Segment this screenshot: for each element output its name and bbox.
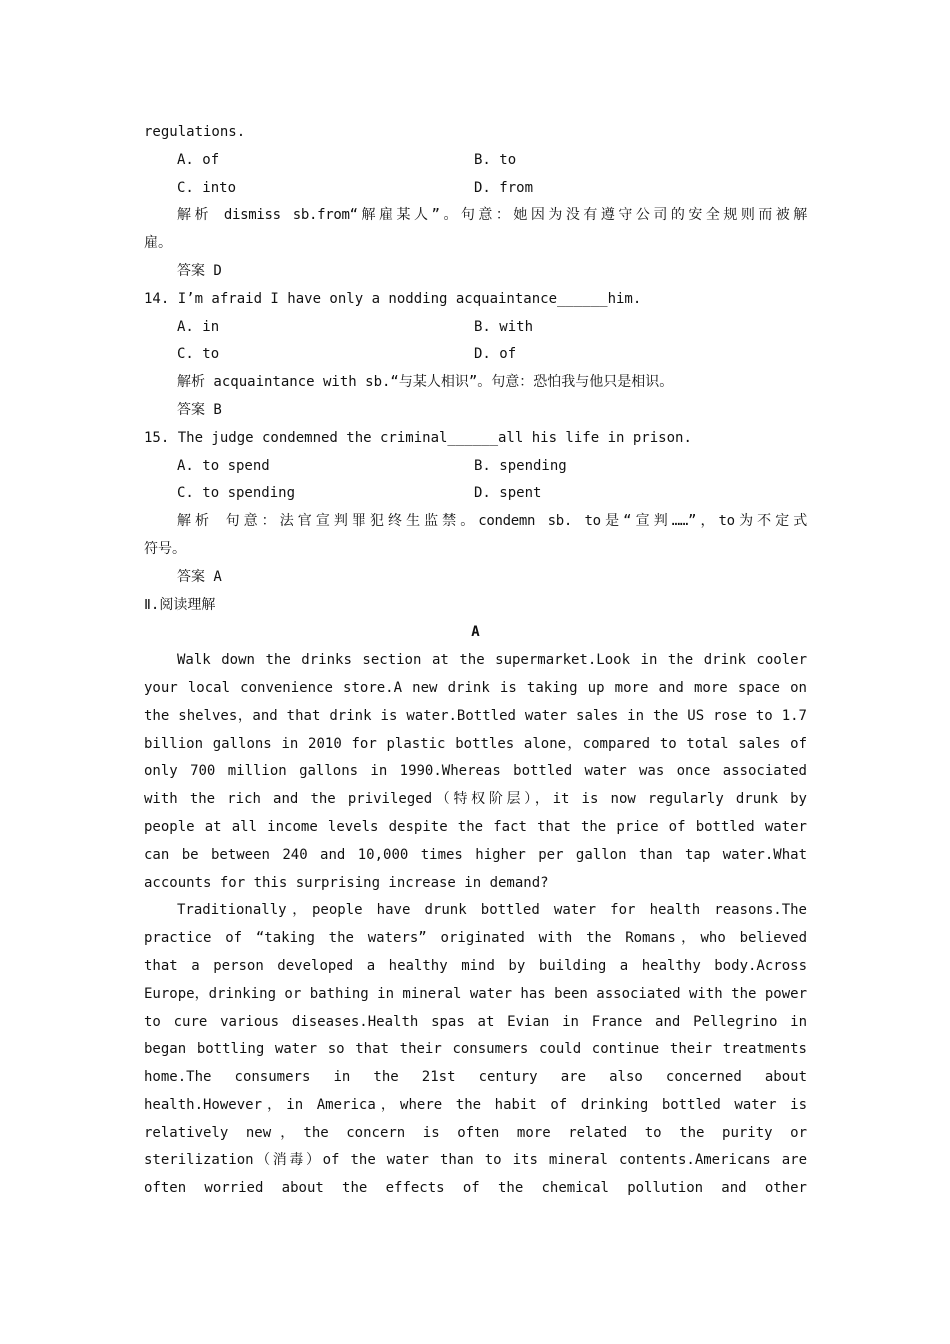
paragraph-line: billion gallons in 2010 for plastic bottles alone，compared to total sales of	[144, 735, 807, 752]
q14-stem: 14. I’m afraid I have only a nodding acquaintance______him.	[144, 290, 642, 307]
q13-options-row-2	[144, 175, 807, 203]
paragraph-line: only 700 million gallons in 1990.Whereas bottled water was once associated	[144, 763, 807, 780]
q15-analysis-cont: 符号。	[144, 540, 186, 557]
paragraph-line: that a person developed a healthy mind by building a healthy body.Across	[144, 957, 807, 974]
q13-answer: 答案 D	[177, 262, 222, 279]
q15-answer: 答案 A	[177, 568, 222, 585]
q15-options-row-1	[144, 453, 807, 481]
q13-option-c: C. into	[177, 179, 237, 196]
q13-option-b: B. to	[474, 151, 517, 168]
paragraph-line: Walk down the drinks section at the supermarket.Look in the drink cooler	[177, 652, 807, 669]
q14-option-b: B. with	[474, 318, 534, 335]
q14-answer: 答案 B	[177, 401, 222, 418]
q13-options-row-1	[144, 147, 807, 175]
paragraph-line: practice of “taking the waters” originated with the Romans，who believed	[144, 930, 807, 947]
paragraph-line: can be between 240 and 10,000 times higher per gallon than tap water.What	[144, 846, 807, 863]
paragraph-line: home.The consumers in the 21st century are also concerned about	[144, 1069, 807, 1086]
paragraph-line: relatively new，the concern is often more related to the purity or	[144, 1124, 807, 1141]
paragraph-line: with the rich and the privileged（特权阶层），it is now regularly drunk by	[144, 791, 807, 808]
paragraph-line: the shelves，and that drink is water.Bottled water sales in the US rose to 1.7	[144, 707, 807, 724]
q15-analysis: 解析 句意：法官宣判罪犯终生监禁。condemn sb. to是“宣判……”，to为不定式	[177, 513, 807, 530]
section-heading: Ⅱ.阅读理解	[144, 596, 216, 613]
passage-label: A	[471, 624, 480, 641]
q15-option-d: D. spent	[474, 485, 542, 502]
q13-analysis-cont: 雇。	[144, 235, 172, 252]
paragraph-line: Europe，drinking or bathing in mineral water has been associated with the power	[144, 985, 807, 1002]
q13-stem-tail: regulations.	[144, 124, 246, 140]
q15-option-c: C. to spending	[177, 485, 296, 502]
q13-analysis: 解析 dismiss sb.from“解雇某人”。句意：她因为没有遵守公司的安全规则而被解	[177, 207, 807, 224]
q13-option-d: D. from	[474, 179, 534, 196]
paragraph-line: health.However，in America，where the habit of drinking bottled water is	[144, 1096, 807, 1113]
document-page	[144, 119, 807, 1203]
q15-stem: 15. The judge condemned the criminal______all his life in prison.	[144, 429, 692, 446]
passage-paragraph-2	[144, 897, 807, 1203]
q14-options-row-1	[144, 314, 807, 342]
q14-analysis: 解析 acquaintance with sb.“与某人相识”。句意：恐怕我与他只是相识。	[177, 374, 674, 391]
q15-option-b: B. spending	[474, 457, 567, 474]
paragraph-line: people at all income levels despite the fact that the price of bottled water	[144, 818, 807, 835]
q14-option-a: A. in	[177, 318, 220, 335]
paragraph-line: sterilization（消毒）of the water than to its mineral contents.Americans are	[144, 1152, 807, 1169]
paragraph-line: to cure various diseases.Health spas at Evian in France and Pellegrino in	[144, 1013, 807, 1030]
paragraph-line: your local convenience store.A new drink is taking up more and more space on	[144, 679, 807, 696]
paragraph-line: began bottling water so that their consumers could continue their treatments	[144, 1041, 807, 1058]
passage-paragraph-1	[144, 647, 807, 897]
paragraph-line: often worried about the effects of the chemical pollution and other	[144, 1180, 807, 1197]
q14-option-d: D. of	[474, 346, 517, 363]
q15-options-row-2	[144, 480, 807, 508]
q14-option-c: C. to	[177, 346, 220, 363]
paragraph-line: accounts for this surprising increase in demand?	[144, 874, 549, 891]
paragraph-line: Traditionally，people have drunk bottled water for health reasons.The	[177, 902, 807, 919]
q15-option-a: A. to spend	[177, 457, 270, 474]
q13-option-a: A. of	[177, 151, 220, 168]
q14-options-row-2	[144, 341, 807, 369]
